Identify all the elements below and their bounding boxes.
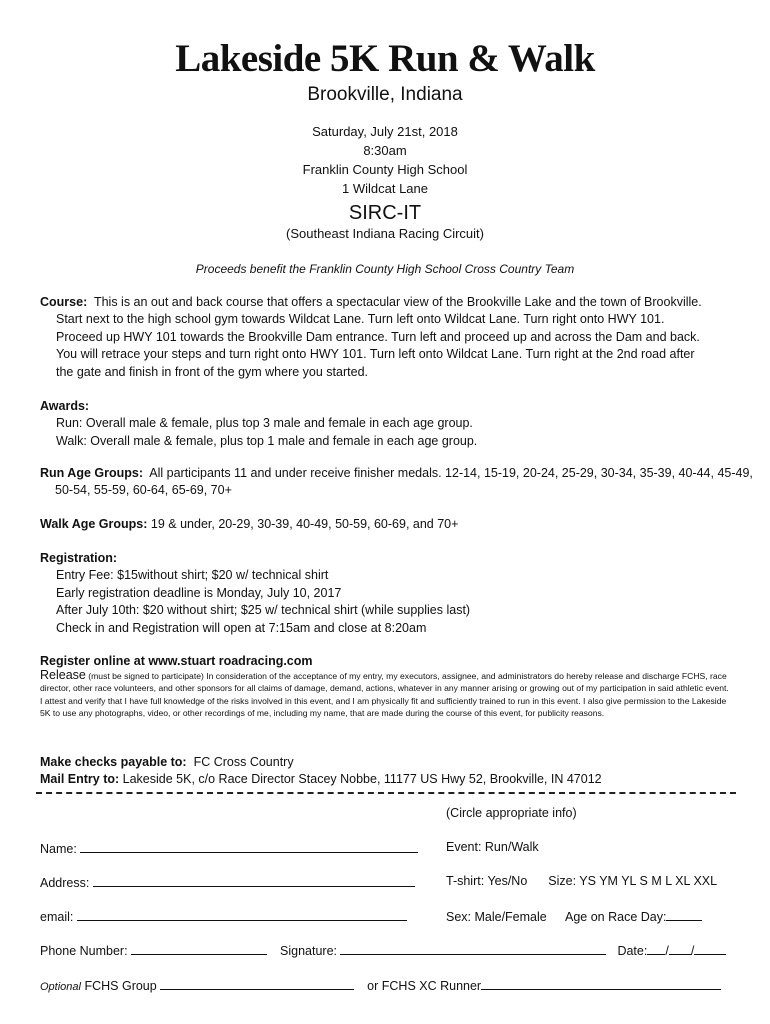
walk-age-groups-label: Walk Age Groups: (40, 517, 148, 531)
checks-label: Make checks payable to: (40, 755, 187, 769)
register-online: Register online at www.stuart roadracing.com (40, 654, 313, 668)
event-address: 1 Wildcat Lane (342, 181, 428, 196)
course-label: Course: (40, 295, 88, 309)
name-label: Name: (40, 842, 77, 856)
signature-field[interactable] (340, 942, 606, 955)
group-label: FCHS Group (84, 979, 157, 993)
series-name: SIRC-IT (348, 202, 422, 224)
awards-run: Run: Overall male & female, plus top 3 male and female in each age group. (56, 416, 473, 431)
event-time: 8:30am (363, 143, 407, 158)
registration-label: Registration: (40, 551, 118, 565)
phone-label: Phone Number: (40, 944, 128, 958)
size-choice[interactable]: Size: YS YM YL S M L XL XXL (548, 874, 718, 888)
date-separator: / (690, 944, 695, 958)
registration-item: Check in and Registration will open at 7:15am and close at 8:20am (56, 620, 427, 635)
proceeds-note: Proceeds benefit the Franklin County High School Cross Country Team (195, 262, 575, 276)
walk-age-groups-text: 19 & under, 20-29, 30-39, 40-49, 50-59, 60-69, and 70+ (150, 517, 459, 531)
email-field[interactable] (77, 908, 407, 921)
event-date: Saturday, July 21st, 2018 (312, 124, 458, 139)
entry-form (40, 0, 740, 1024)
run-age-groups-label: Run Age Groups: (40, 466, 144, 480)
group-field[interactable] (160, 977, 354, 990)
registration-item: Early registration deadline is Monday, July 10, 2017 (56, 585, 342, 600)
date-day-field[interactable] (669, 942, 691, 955)
sex-choice[interactable]: Sex: Male/Female (446, 910, 547, 924)
address-field[interactable] (93, 874, 415, 887)
course-line: You will retrace your steps and turn right onto HWY 101. Turn left onto Wildcat Lane. Turn right at the 2nd road after (56, 347, 695, 362)
registration-item: Entry Fee: $15without shirt; $20 w/ technical shirt (56, 568, 329, 583)
name-field[interactable] (80, 840, 418, 853)
release-label: Release (40, 668, 86, 682)
location-subtitle: Brookville, Indiana (307, 84, 463, 105)
address-label: Address: (40, 876, 90, 890)
age-field[interactable] (666, 908, 702, 921)
course-line: This is an out and back course that offers a spectacular view of the Brookville Lake and the town of Brookville. (93, 295, 702, 309)
date-month-field[interactable] (647, 942, 665, 955)
mail-value: Lakeside 5K, c/o Race Director Stacey Nobbe, 11177 US Hwy 52, Brookville, IN 47012 (122, 772, 602, 787)
xc-runner-field[interactable] (481, 977, 721, 990)
run-age-groups-text: All participants 11 and under receive finisher medals. 12-14, 15-19, 20-24, 25-29, 30-34, 35-39, 40-44, 45-49, 50-54, 55-59, 60-64, 65-69, 70+ (55, 466, 753, 498)
release-text: (must be signed to participate) In consideration of the acceptance of my entry, my executors, assignee, and administrators do hereby release and discharge FCHS, race director, other race volunteers, and other sponsors for all claims of damage, demand, actions, whatever in any manner arising or growing out of my participation in said athletic event. I attest and verify that I have full knowledge of the risks involved in this event, and I am physically fit and sufficiently trained to run in this event. I also give permission to the Lakeside 5K to use any photographs, video, or other recordings of me, including my name, that are made during the course of this event, for publicity reasons. (40, 671, 729, 719)
phone-field[interactable] (131, 942, 267, 955)
date-year-field[interactable] (694, 942, 726, 955)
mail-label: Mail Entry to: (40, 772, 120, 787)
awards-label: Awards: (40, 399, 90, 413)
tshirt-choice[interactable]: T-shirt: Yes/No (446, 874, 528, 888)
xc-runner-label: or FCHS XC Runner (367, 979, 482, 993)
date-separator: / (665, 944, 669, 958)
course-line: Start next to the high school gym towards Wildcat Lane. Turn left onto Wildcat Lane. Turn right onto HWY 101. (56, 312, 665, 327)
event-choice[interactable]: Event: Run/Walk (446, 840, 539, 854)
date-label: Date: (617, 944, 648, 958)
circle-note: (Circle appropriate info) (446, 806, 577, 820)
series-full-name: (Southeast Indiana Racing Circuit) (286, 226, 484, 241)
checks-value: FC Cross Country (193, 755, 294, 769)
course-line: Proceed up HWY 101 towards the Brookville Dam entrance. Turn left and proceed up and across the Dam and back. (56, 329, 700, 344)
signature-label: Signature: (280, 944, 337, 958)
event-venue: Franklin County High School (302, 162, 468, 177)
age-label: Age on Race Day: (565, 910, 667, 924)
email-label: email: (40, 910, 74, 924)
registration-item: After July 10th: $20 without shirt; $25 w/ technical shirt (while supplies last) (56, 603, 471, 618)
page-title: Lakeside 5K Run & Walk (175, 37, 595, 80)
course-line: the gate and finish in front of the gym where you started. (56, 364, 368, 379)
awards-walk: Walk: Overall male & female, plus top 1 male and female in each age group. (56, 433, 478, 448)
optional-label: Optional (40, 981, 81, 993)
